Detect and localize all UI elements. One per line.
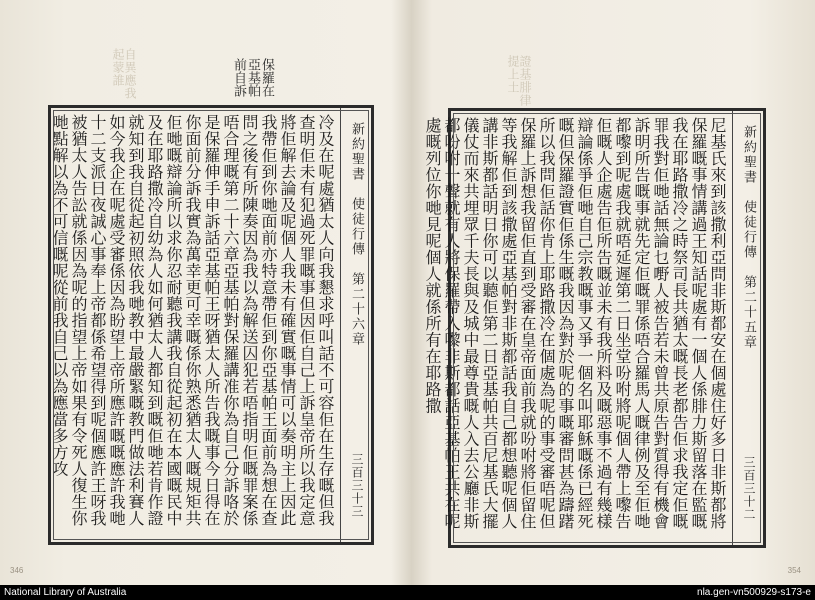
running-head-band (732, 111, 763, 545)
right-page (412, 0, 815, 585)
text-frame (423, 108, 766, 548)
corner-mark: 354 (787, 566, 801, 575)
body-text: 尼基氏來到該撒利亞問非斯都安在個處住好多日非斯都將保羅嘅事情講過王知話呢處有一個人係腓力斯留落在監嘅我在耶路撒冷之時祭司長共猶太嘅長老都告佢求我定佢嘅罪我對佢哋話無論乜嘢人被告若未曾共原告對質得有機會訴明所告嘅事就先定佢嘅罪係唔合羅馬人嘅律例及至佢哋都嚟到呢處我就唔延遲第二日坐堂吩咐將呢個人帶上嚟告佢嘅人企處告佢所告嘅並未有我所料及嘅惡事不過有幾樣辯論係爭佢哋自己宗教嘅事又爭一個名叫耶穌嘅係已經死嘅但保羅證實佢係生嘅我因為對於呢的事嘅審問甚為躊躇所以我問佢話你肯上耶路撒冷在個處為呢的事受審唔呢但保羅上訴想我留佢直到受審在皇帝面前我就吩咐將佢留住等我解佢到該撒處亞基帕對非斯都話我自己都想聽呢個人講非斯都話明日你可以聽佢第二日亞基帕共百尼基氏大擺儀仗而來共埋眾千夫長與及城中最尊貴嘅人入去公廳非斯都吩咐一聲就有人將保羅帶入嚟非斯都話亞基帕王共在呢處嘅列位你哋見呢個人就係所有在耶路撒 (423, 117, 727, 530)
page-number: 三百三十二 (742, 456, 756, 521)
running-head-band (340, 108, 371, 542)
footer-identifier[interactable]: nla.gen-vn500929-s173-e (697, 587, 811, 598)
text-frame (48, 105, 374, 545)
bleed-through-text: 自異應我起蒙誰 (111, 48, 137, 100)
footer-library-name[interactable]: National Library of Australia (4, 587, 127, 598)
running-head: 新約聖書 使徒行傳 第二十五章 (741, 125, 756, 350)
footer-bar (0, 585, 815, 600)
running-head: 新約聖書 使徒行傳 第二十六章 (349, 122, 364, 347)
margin-note: 保羅在亞基帕前自訴 (231, 58, 274, 97)
bleed-through-text: 證基腓律提上土 (506, 55, 532, 107)
left-page (0, 0, 408, 585)
body-text: 冷及在呢處猶太人向我懇求呼叫話不可容佢在生存嘅但我查明佢未有犯過死罪嘅事但因佢自己上訴皇帝所以我定意將佢解去論及呢個人我未有確實嘅事情可以奏明主上因此我帶佢到你哋面前亦特意帶佢到你亞基帕王面前為想在查問之後有所陳奏因為我以為解送囚犯若唔指明佢嘅罪案係唔合理嘅第二十六章亞基帕對保羅講准你為自己分訴咯於是保羅伸手申訴話亞基帕王呀猶太人所告我嘅事今日得在你面前分訴我實為萬幸更可幸嘅係你熟悉猶太人嘅規矩共佢哋嘅辯論所以求你忍耐聽我講我自從起初在本國嘅民中及在耶路撒冷自幼為人如何猶太人都知到嘅佢哋若肯作證就知到我自從起初照依我哋教中最嚴緊嘅教門做法利賽人如今我企在呢處受審係因為盼望上帝所應許嘅嘅應許我哋十二支派日夜誠心事奉上帝都係希望得到呢個應許王呀我被猶太人告訟就係因為呢的指望上帝如果有令死人復生你哋點解以為不可信嘅呢從前我自己以為應當多方攻 (50, 114, 335, 527)
corner-mark: 346 (10, 566, 24, 575)
page-number: 三百三十三 (350, 453, 364, 518)
